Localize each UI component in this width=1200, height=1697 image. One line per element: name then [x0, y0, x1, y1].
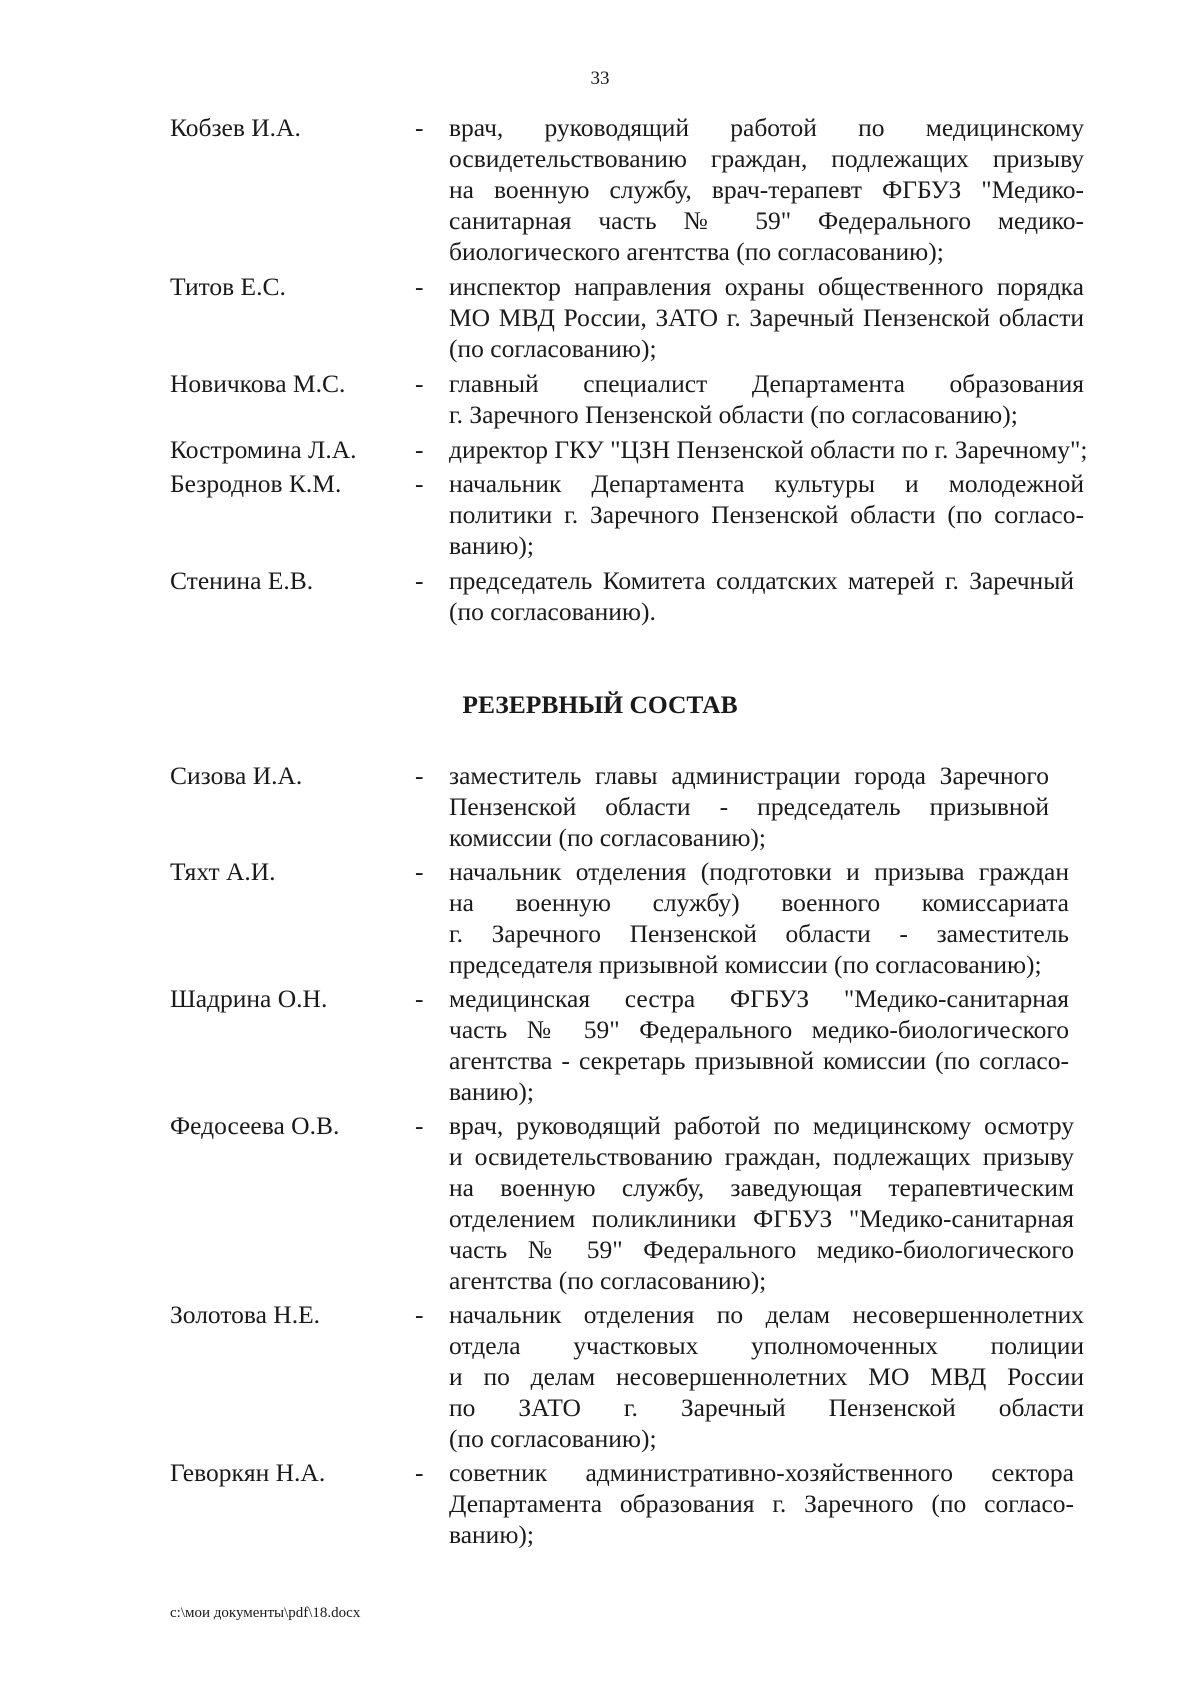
member-row	[170, 112, 1140, 267]
member-dash: -	[415, 1458, 424, 1487]
position-line: директор ГКУ "ЦЗН Пензенской области по г. Заречному";	[449, 435, 1088, 464]
position-line: и освидетельствованию граждан, подлежащих призыву	[449, 1142, 1074, 1171]
member-dash: -	[415, 469, 424, 498]
member-name: Кобзев И.А.	[170, 113, 301, 142]
position-line: комиссии (по согласованию);	[449, 823, 766, 852]
position-line: отдела участковых уполномоченных полиции	[449, 1331, 1084, 1360]
position-line: на военную службу) военного комиссариата	[449, 888, 1069, 917]
position-line: врач, руководящий работой по медицинскому осмотру	[449, 1111, 1074, 1140]
member-position	[449, 1110, 1074, 1296]
member-name: Федосеева О.В.	[170, 1111, 340, 1140]
position-line: санитарная часть № 59" Федерального медико-	[449, 206, 1084, 235]
position-line: Пензенской области - председатель призывной	[449, 792, 1049, 821]
position-line: отделением поликлиники ФГБУЗ "Медико-санитарная	[449, 1204, 1074, 1233]
member-position	[449, 760, 1049, 853]
position-line: ванию);	[449, 531, 534, 560]
position-line: агентства - секретарь призывной комиссии (по согласо-	[449, 1046, 1069, 1075]
position-line: агентства (по согласованию);	[449, 1266, 767, 1295]
member-row	[170, 856, 1140, 980]
position-line: часть № 59" Федерального медико-биологического	[449, 1015, 1069, 1044]
page-number: 33	[590, 68, 610, 89]
position-line: освидетельствованию граждан, подлежащих призыву	[449, 144, 1084, 173]
member-position	[449, 434, 1088, 465]
member-dash: -	[415, 566, 424, 595]
member-position	[449, 1457, 1074, 1550]
position-line: ванию);	[449, 1077, 534, 1106]
member-dash: -	[415, 272, 424, 301]
member-position	[449, 565, 1074, 627]
position-line: политики г. Заречного Пензенской области (по согласо-	[449, 500, 1084, 529]
position-line: часть № 59" Федерального медико-биологического	[449, 1235, 1074, 1264]
member-row	[170, 434, 1140, 465]
position-line: советник административно-хозяйственного сектора	[449, 1458, 1074, 1487]
main-members-list	[170, 112, 1140, 627]
member-name: Золотова Н.Е.	[170, 1300, 321, 1329]
member-position	[449, 368, 1084, 430]
position-line: инспектор направления охраны общественного порядка	[449, 272, 1084, 301]
position-line: председатель Комитета солдатских матерей г. Заречный	[449, 566, 1074, 595]
member-position	[449, 856, 1069, 980]
member-position	[449, 983, 1069, 1107]
member-row	[170, 271, 1140, 364]
position-line: Департамента образования г. Заречного (по согласо-	[449, 1489, 1074, 1518]
member-dash: -	[415, 113, 424, 142]
member-dash: -	[415, 857, 424, 886]
member-name: Геворкян Н.А.	[170, 1458, 326, 1487]
position-line: начальник отделения по делам несовершеннолетних	[449, 1300, 1084, 1329]
member-name: Безроднов К.М.	[170, 469, 342, 498]
member-row	[170, 468, 1140, 561]
position-line: г. Заречного Пензенской области - заместитель	[449, 919, 1069, 948]
member-row	[170, 760, 1140, 853]
member-name: Титов Е.С.	[170, 272, 286, 301]
section-title: РЕЗЕРВНЫЙ СОСТАВ	[462, 690, 738, 719]
member-dash: -	[415, 761, 424, 790]
member-position	[449, 468, 1084, 561]
position-line: врач, руководящий работой по медицинскому	[449, 113, 1084, 142]
member-dash: -	[415, 984, 424, 1013]
position-line: по ЗАТО г. Заречный Пензенской области	[449, 1393, 1084, 1422]
member-dash: -	[415, 1111, 424, 1140]
member-position	[449, 112, 1084, 267]
member-row	[170, 983, 1140, 1107]
member-dash: -	[415, 369, 424, 398]
position-line: на военную службу, заведующая терапевтическим	[449, 1173, 1074, 1202]
footer-file-path: c:\мои документы\pdf\18.docx	[170, 1605, 361, 1621]
position-line: на военную службу, врач-терапевт ФГБУЗ "Медико-	[449, 175, 1084, 204]
position-line: ванию);	[449, 1520, 534, 1549]
position-line: начальник Департамента культуры и молодежной	[449, 469, 1084, 498]
member-name: Тяхт А.И.	[170, 857, 276, 886]
member-name: Стенина Е.В.	[170, 566, 314, 595]
member-dash: -	[415, 1300, 424, 1329]
position-line: г. Заречного Пензенской области (по согласованию);	[449, 400, 1018, 429]
member-position	[449, 271, 1084, 364]
position-line: председателя призывной комиссии (по согласованию);	[449, 950, 1042, 979]
member-row	[170, 1110, 1140, 1296]
member-name: Шадрина О.Н.	[170, 984, 328, 1013]
position-line: (по согласованию);	[449, 334, 657, 363]
member-dash: -	[415, 435, 424, 464]
member-position	[449, 1299, 1084, 1454]
position-line: заместитель главы администрации города Заречного	[449, 761, 1049, 790]
member-row	[170, 1299, 1140, 1454]
member-row	[170, 1457, 1140, 1550]
position-line: начальник отделения (подготовки и призыва граждан	[449, 857, 1069, 886]
member-name: Сизова И.А.	[170, 761, 303, 790]
position-line: (по согласованию);	[449, 1424, 657, 1453]
position-line: биологического агентства (по согласованию);	[449, 237, 944, 266]
position-line: медицинская сестра ФГБУЗ "Медико-санитарная	[449, 984, 1069, 1013]
member-name: Новичкова М.С.	[170, 369, 346, 398]
position-line: МО МВД России, ЗАТО г. Заречный Пензенской области	[449, 303, 1084, 332]
member-name: Костромина Л.А.	[170, 435, 357, 464]
position-line: (по согласованию).	[449, 597, 656, 626]
position-line: и по делам несовершеннолетних МО МВД России	[449, 1362, 1084, 1391]
member-row	[170, 368, 1140, 430]
position-line: главный специалист Департамента образования	[449, 369, 1084, 398]
reserve-members-list	[170, 760, 1140, 1550]
member-row	[170, 565, 1140, 627]
